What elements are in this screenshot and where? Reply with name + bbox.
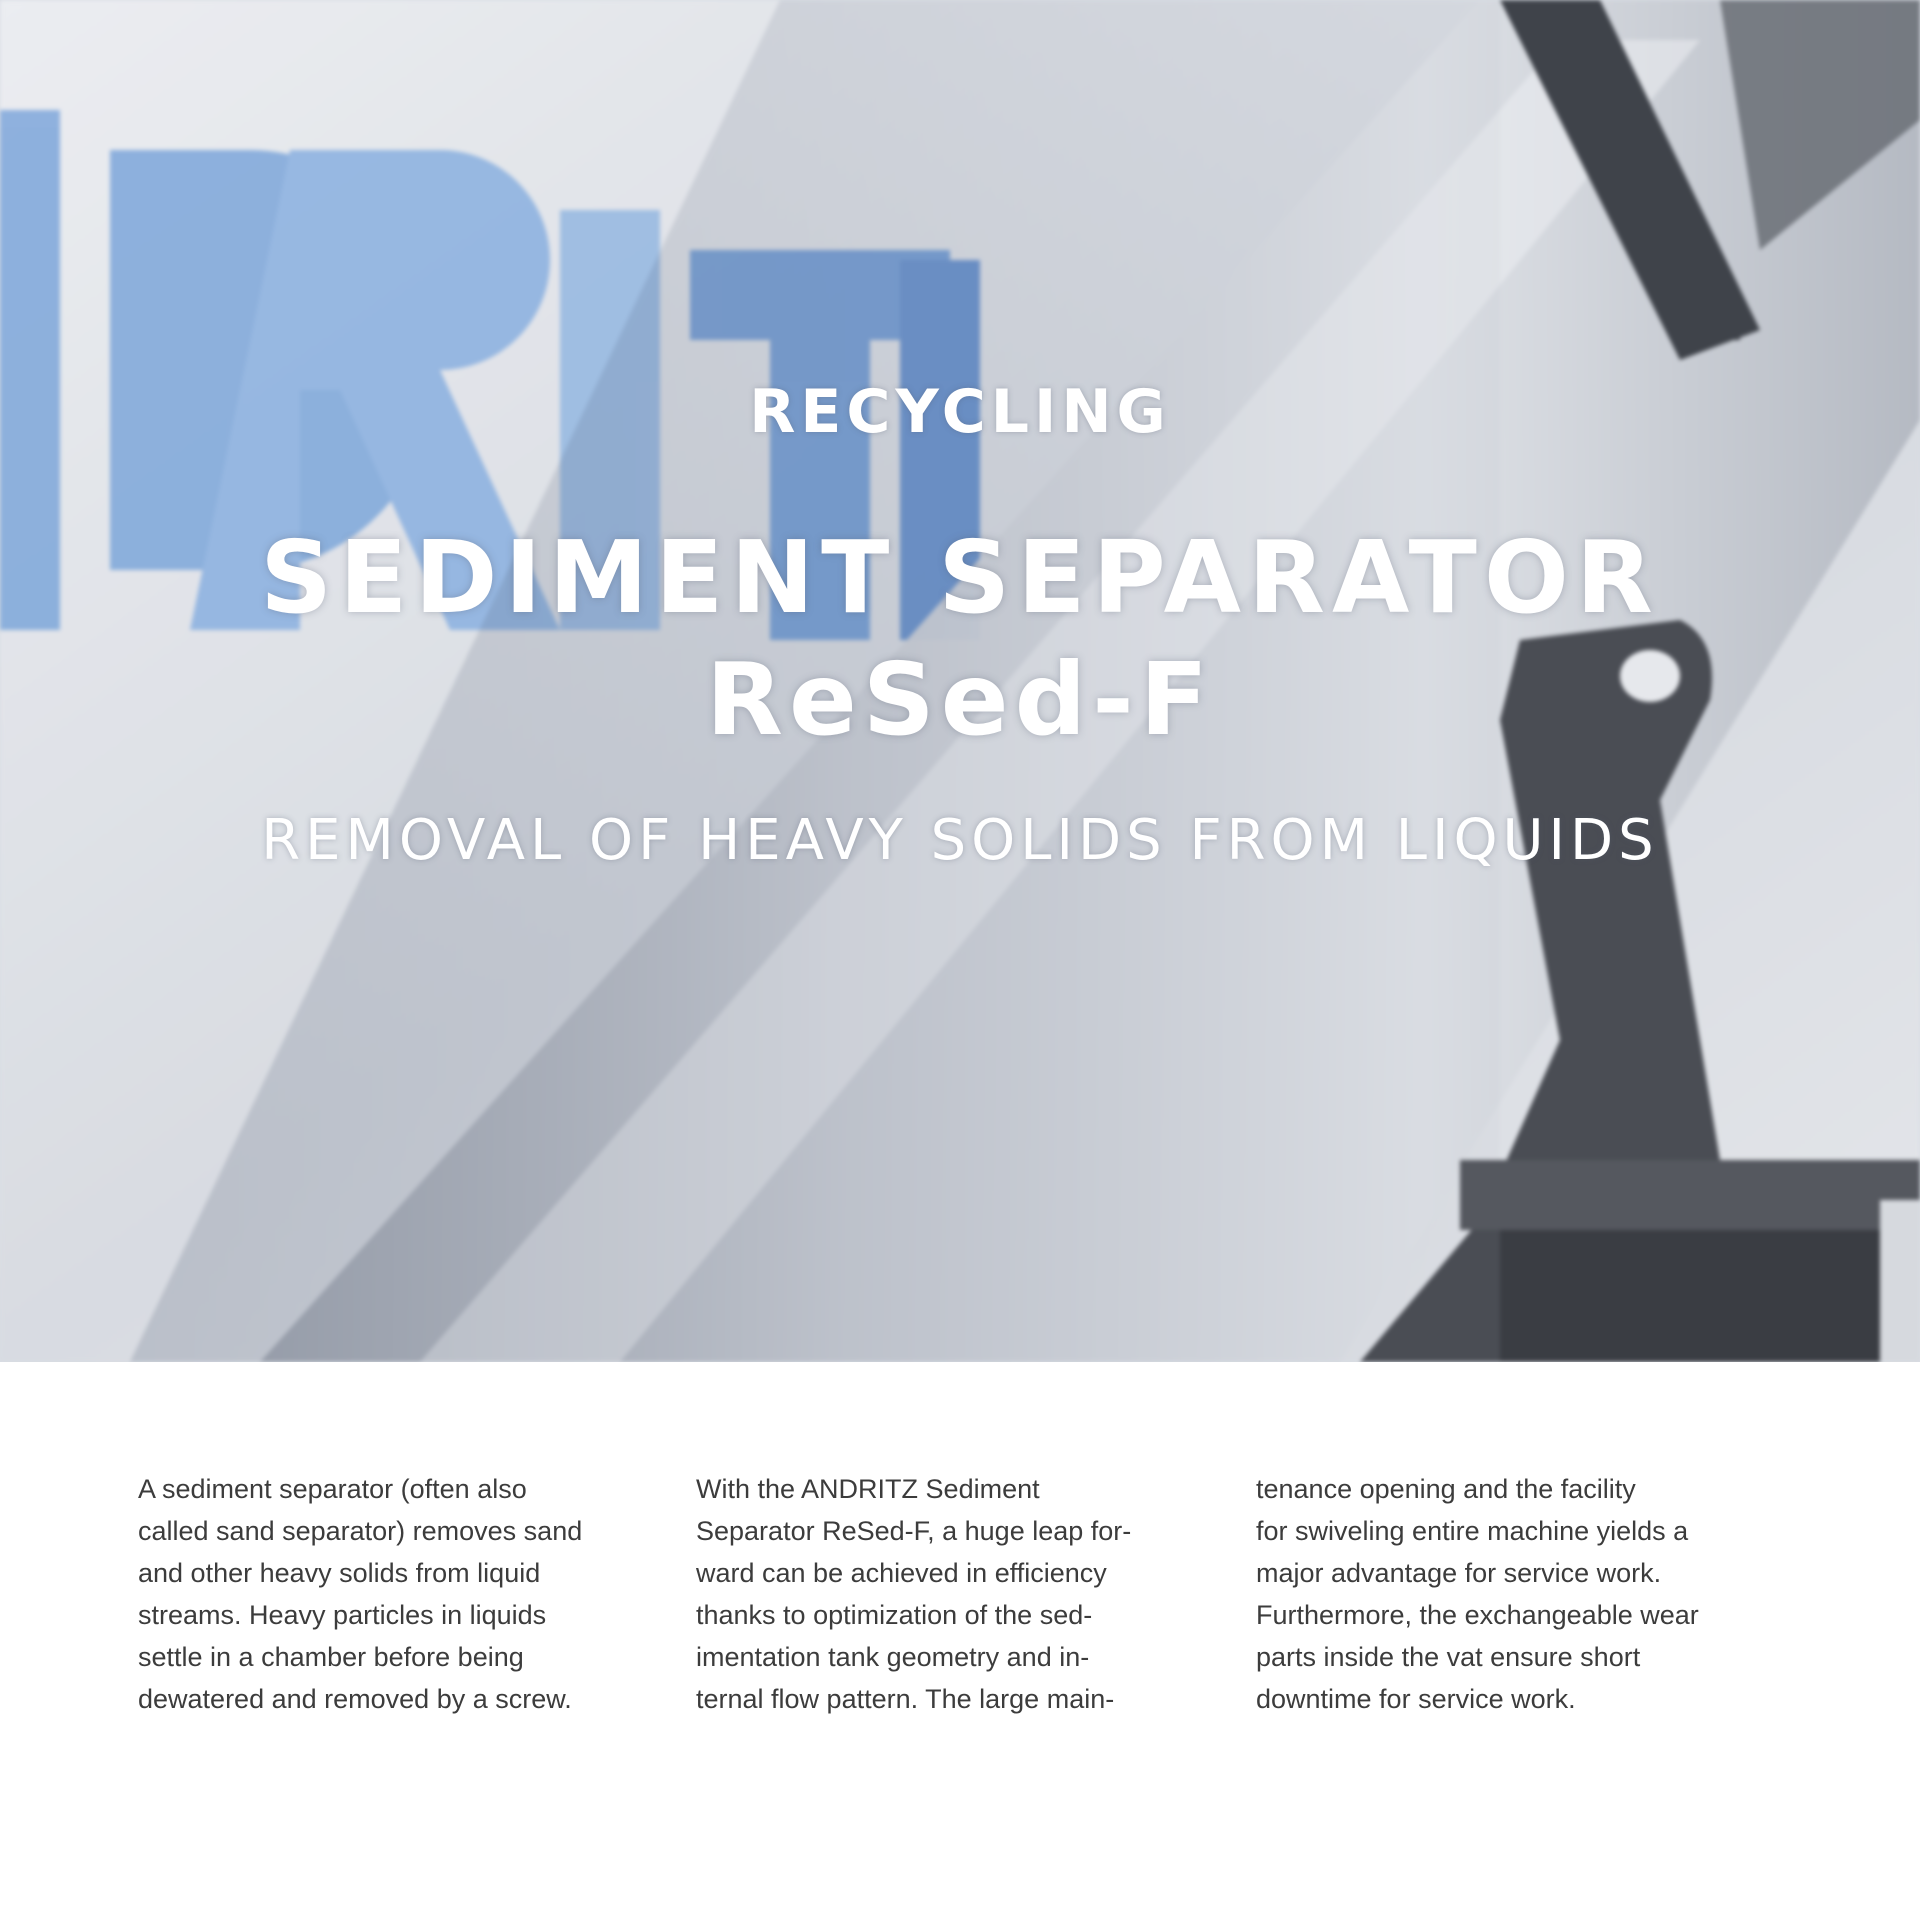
text-column-3: tenance opening and the facility for swiveling entire machine yields a major advantage for service work. Furthermore, the exchangeable wear parts inside the vat ensure short downtime for service work.	[1256, 1474, 1699, 1714]
page-title: SEDIMENT SEPARATOR	[260, 519, 1660, 636]
page-subtitle: REMOVAL OF HEAVY SOLIDS FROM LIQUIDS	[261, 808, 1659, 873]
text-column-2: With the ANDRITZ Sediment Separator ReSed-F, a huge leap for- ward can be achieved in efficiency thanks to optimization of the sed- imentation tank geometry and in- ternal flow pattern. The large main-	[696, 1474, 1132, 1714]
category-label: RECYCLING	[749, 377, 1171, 447]
text-column-1: A sediment separator (often also called sand separator) removes sand and other heavy solids from liquid streams. Heavy particles in liquids settle in a chamber before being dewatered and removed by a screw.	[138, 1474, 583, 1714]
model-name: ReSed-F	[705, 641, 1215, 758]
body-text	[138, 1468, 1798, 1714]
